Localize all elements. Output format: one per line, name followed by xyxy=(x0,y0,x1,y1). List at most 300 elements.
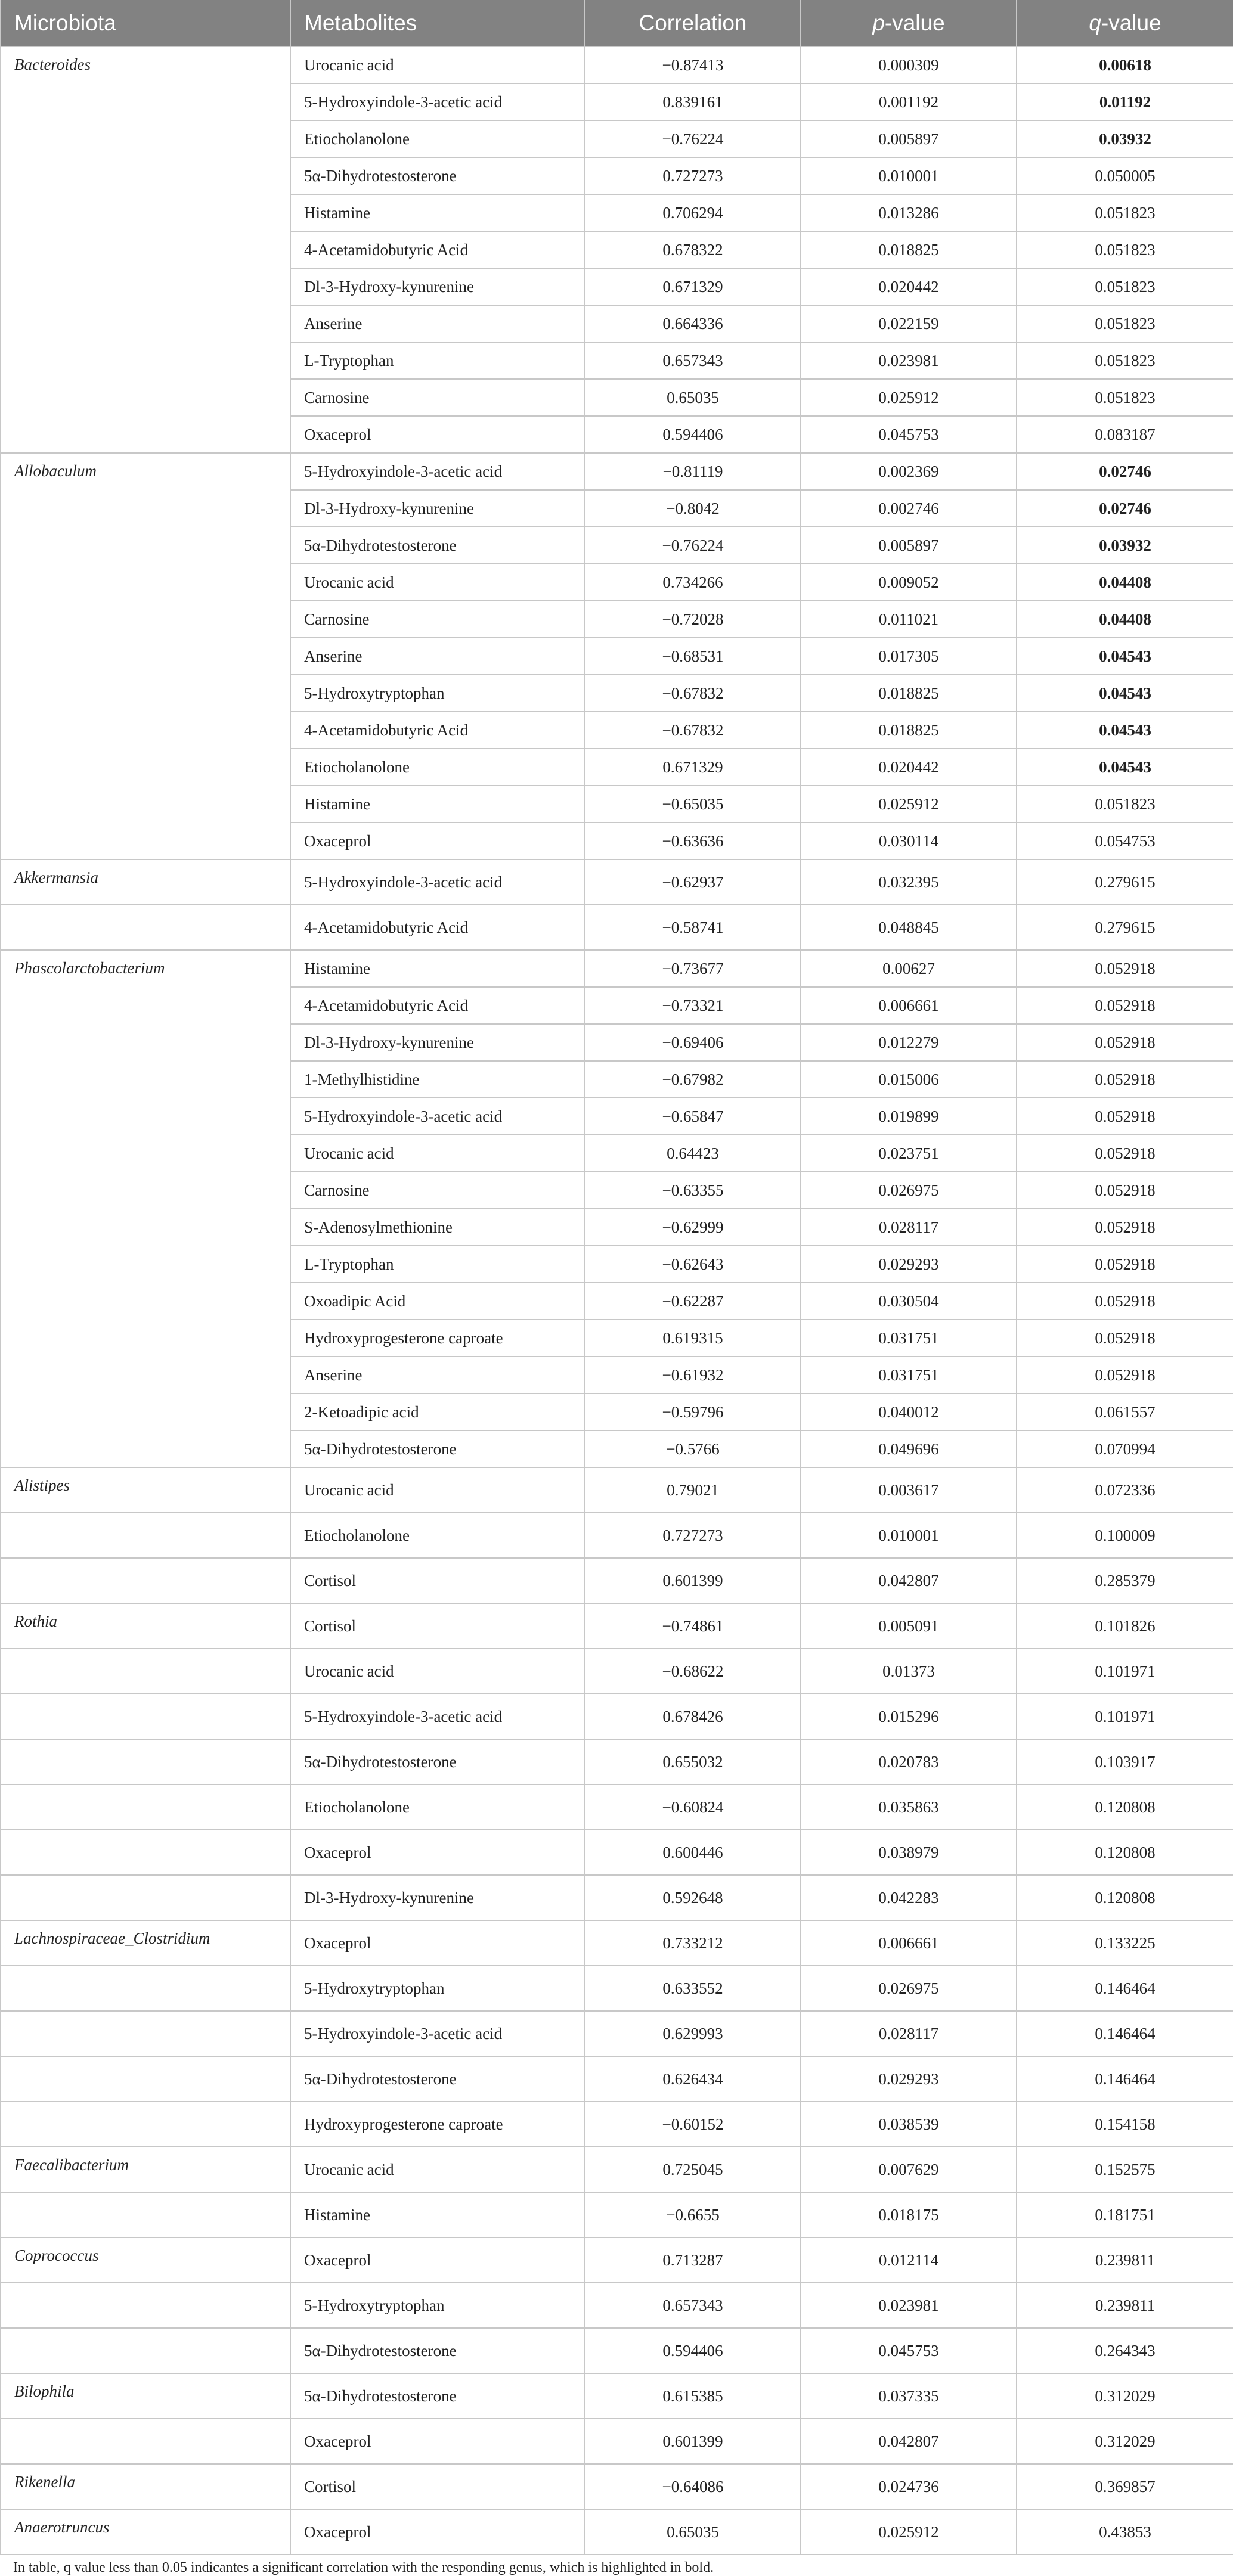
metabolite-cell: Oxaceprol xyxy=(290,1830,585,1875)
q-value-cell: 0.101826 xyxy=(1017,1603,1233,1649)
metabolite-cell: Etiocholanolone xyxy=(290,120,585,157)
microbiota-cell xyxy=(1,1830,290,1875)
table-row xyxy=(1,2328,1233,2373)
metabolite-cell: 5α-Dihydrotestosterone xyxy=(290,2328,585,2373)
q-value-cell: 0.051823 xyxy=(1017,231,1233,268)
q-value-cell: 0.052918 xyxy=(1017,1209,1233,1246)
microbiota-cell xyxy=(1,2328,290,2373)
q-value-cell: 0.072336 xyxy=(1017,1467,1233,1513)
q-value-cell: 0.103917 xyxy=(1017,1739,1233,1784)
metabolite-cell: Oxaceprol xyxy=(290,2509,585,2555)
correlation-cell: 0.79021 xyxy=(585,1467,801,1513)
p-value-cell: 0.012279 xyxy=(801,1024,1017,1061)
table-row xyxy=(1,2056,1233,2102)
correlation-cell: −0.65847 xyxy=(585,1098,801,1135)
q-value-cell: 0.054753 xyxy=(1017,823,1233,859)
q-value-cell: 0.154158 xyxy=(1017,2102,1233,2147)
correlation-cell: −0.81119 xyxy=(585,453,801,490)
q-value-cell: 0.052918 xyxy=(1017,1024,1233,1061)
correlation-cell: 0.727273 xyxy=(585,157,801,194)
metabolite-cell: 2-Ketoadipic acid xyxy=(290,1393,585,1430)
correlation-cell: 0.671329 xyxy=(585,268,801,305)
microbiota-cell xyxy=(1,1513,290,1558)
q-value-cell: 0.02746 xyxy=(1017,453,1233,490)
p-value-cell: 0.002746 xyxy=(801,490,1017,527)
correlation-cell: −0.59796 xyxy=(585,1393,801,1430)
p-value-cell: 0.011021 xyxy=(801,601,1017,638)
correlation-cell: 0.594406 xyxy=(585,2328,801,2373)
microbiota-cell xyxy=(1,1784,290,1830)
correlation-cell: −0.62643 xyxy=(585,1246,801,1283)
correlation-cell: −0.64086 xyxy=(585,2464,801,2509)
table-row xyxy=(1,1875,1233,1920)
microbiota-cell: Rikenella xyxy=(1,2464,290,2509)
metabolite-cell: Oxaceprol xyxy=(290,1920,585,1966)
p-value-cell: 0.042283 xyxy=(801,1875,1017,1920)
q-value-cell: 0.051823 xyxy=(1017,342,1233,379)
microbiota-cell: Rothia xyxy=(1,1603,290,1649)
metabolite-cell: 4-Acetamidobutyric Acid xyxy=(290,905,585,950)
q-value-cell: 0.369857 xyxy=(1017,2464,1233,2509)
header-q-suffix: -value xyxy=(1101,10,1161,35)
metabolite-cell: Dl-3-Hydroxy-kynurenine xyxy=(290,1875,585,1920)
p-value-cell: 0.00627 xyxy=(801,950,1017,987)
table-row xyxy=(1,1830,1233,1875)
correlation-cell: 0.657343 xyxy=(585,2283,801,2328)
p-value-cell: 0.048845 xyxy=(801,905,1017,950)
q-value-cell: 0.01192 xyxy=(1017,83,1233,120)
p-value-cell: 0.030504 xyxy=(801,1283,1017,1320)
q-value-cell: 0.146464 xyxy=(1017,2056,1233,2102)
q-value-cell: 0.101971 xyxy=(1017,1649,1233,1694)
p-value-cell: 0.019899 xyxy=(801,1098,1017,1135)
p-value-cell: 0.005897 xyxy=(801,527,1017,564)
metabolite-cell: Oxoadipic Acid xyxy=(290,1283,585,1320)
correlation-cell: 0.725045 xyxy=(585,2147,801,2192)
table-row xyxy=(1,1694,1233,1739)
microbiota-cell xyxy=(1,2011,290,2056)
p-value-cell: 0.002369 xyxy=(801,453,1017,490)
q-value-cell: 0.101971 xyxy=(1017,1694,1233,1739)
p-value-cell: 0.031751 xyxy=(801,1320,1017,1357)
correlation-cell: −0.8042 xyxy=(585,490,801,527)
correlation-cell: −0.62937 xyxy=(585,859,801,905)
table-row xyxy=(1,2102,1233,2147)
table-row xyxy=(1,1558,1233,1603)
microbiota-cell: Coprococcus xyxy=(1,2237,290,2283)
metabolite-cell: L-Tryptophan xyxy=(290,342,585,379)
microbiota-cell xyxy=(1,2056,290,2102)
metabolite-cell: Hydroxyprogesterone caproate xyxy=(290,2102,585,2147)
metabolite-cell: 5α-Dihydrotestosterone xyxy=(290,527,585,564)
p-value-cell: 0.010001 xyxy=(801,1513,1017,1558)
q-value-cell: 0.04543 xyxy=(1017,749,1233,786)
correlation-cell: −0.67832 xyxy=(585,675,801,712)
metabolite-cell: 5α-Dihydrotestosterone xyxy=(290,157,585,194)
metabolite-cell: 5-Hydroxyindole-3-acetic acid xyxy=(290,2011,585,2056)
correlation-cell: −0.58741 xyxy=(585,905,801,950)
p-value-cell: 0.01373 xyxy=(801,1649,1017,1694)
microbiota-cell: Allobaculum xyxy=(1,453,290,859)
p-value-cell: 0.010001 xyxy=(801,157,1017,194)
correlation-cell: 0.655032 xyxy=(585,1739,801,1784)
p-value-cell: 0.020442 xyxy=(801,749,1017,786)
microbiota-cell: Bacteroides xyxy=(1,46,290,453)
correlation-cell: 0.601399 xyxy=(585,2419,801,2464)
q-value-cell: 0.43853 xyxy=(1017,2509,1233,2555)
correlation-cell: −0.76224 xyxy=(585,527,801,564)
metabolite-cell: Urocanic acid xyxy=(290,1649,585,1694)
metabolite-cell: 5α-Dihydrotestosterone xyxy=(290,2373,585,2419)
metabolite-cell: Histamine xyxy=(290,2192,585,2237)
p-value-cell: 0.018825 xyxy=(801,712,1017,749)
q-value-cell: 0.04408 xyxy=(1017,564,1233,601)
q-value-cell: 0.120808 xyxy=(1017,1875,1233,1920)
table-header xyxy=(1,0,1233,46)
q-value-cell: 0.279615 xyxy=(1017,859,1233,905)
metabolite-cell: 4-Acetamidobutyric Acid xyxy=(290,231,585,268)
q-value-cell: 0.02746 xyxy=(1017,490,1233,527)
metabolite-cell: Cortisol xyxy=(290,2464,585,2509)
correlation-cell: −0.60152 xyxy=(585,2102,801,2147)
correlation-cell: −0.62287 xyxy=(585,1283,801,1320)
correlation-cell: −0.76224 xyxy=(585,120,801,157)
q-value-cell: 0.052918 xyxy=(1017,1135,1233,1172)
q-value-cell: 0.061557 xyxy=(1017,1393,1233,1430)
microbiota-cell: Phascolarctobacterium xyxy=(1,950,290,1467)
q-value-cell: 0.146464 xyxy=(1017,2011,1233,2056)
metabolite-cell: L-Tryptophan xyxy=(290,1246,585,1283)
q-value-cell: 0.051823 xyxy=(1017,194,1233,231)
table-row xyxy=(1,1513,1233,1558)
table-row xyxy=(1,2509,1233,2555)
q-value-cell: 0.052918 xyxy=(1017,950,1233,987)
correlation-cell: −0.65035 xyxy=(585,786,801,823)
table-row xyxy=(1,1739,1233,1784)
p-value-cell: 0.020783 xyxy=(801,1739,1017,1784)
metabolite-cell: Carnosine xyxy=(290,601,585,638)
q-value-cell: 0.051823 xyxy=(1017,786,1233,823)
p-value-cell: 0.042807 xyxy=(801,2419,1017,2464)
correlation-cell: 0.678322 xyxy=(585,231,801,268)
correlation-cell: 0.671329 xyxy=(585,749,801,786)
correlation-cell: 0.734266 xyxy=(585,564,801,601)
metabolite-cell: Histamine xyxy=(290,950,585,987)
q-value-cell: 0.052918 xyxy=(1017,1320,1233,1357)
microbiota-cell xyxy=(1,1694,290,1739)
table-row xyxy=(1,1966,1233,2011)
correlation-cell: −0.60824 xyxy=(585,1784,801,1830)
q-value-cell: 0.04543 xyxy=(1017,638,1233,675)
table-row xyxy=(1,859,1233,905)
metabolite-cell: Urocanic acid xyxy=(290,2147,585,2192)
correlation-cell: 0.713287 xyxy=(585,2237,801,2283)
metabolite-cell: 5α-Dihydrotestosterone xyxy=(290,1739,585,1784)
p-value-cell: 0.025912 xyxy=(801,2509,1017,2555)
p-value-cell: 0.026975 xyxy=(801,1966,1017,2011)
metabolite-cell: Oxaceprol xyxy=(290,2419,585,2464)
microbiota-cell xyxy=(1,905,290,950)
p-value-cell: 0.006661 xyxy=(801,1920,1017,1966)
correlation-cell: −0.61932 xyxy=(585,1357,801,1393)
table-row xyxy=(1,453,1233,490)
table-row xyxy=(1,2283,1233,2328)
metabolite-cell: Oxaceprol xyxy=(290,823,585,859)
q-value-cell: 0.052918 xyxy=(1017,1357,1233,1393)
correlation-cell: 0.65035 xyxy=(585,379,801,416)
metabolite-cell: 5-Hydroxyindole-3-acetic acid xyxy=(290,859,585,905)
p-value-cell: 0.017305 xyxy=(801,638,1017,675)
metabolite-cell: Cortisol xyxy=(290,1603,585,1649)
metabolite-cell: Etiocholanolone xyxy=(290,749,585,786)
p-value-cell: 0.018825 xyxy=(801,675,1017,712)
correlation-cell: 0.633552 xyxy=(585,1966,801,2011)
p-value-cell: 0.023981 xyxy=(801,2283,1017,2328)
metabolite-cell: S-Adenosylmethionine xyxy=(290,1209,585,1246)
table-row xyxy=(1,2419,1233,2464)
q-value-cell: 0.181751 xyxy=(1017,2192,1233,2237)
table-row xyxy=(1,905,1233,950)
microbiota-cell xyxy=(1,1649,290,1694)
p-value-cell: 0.029293 xyxy=(801,1246,1017,1283)
metabolite-cell: 4-Acetamidobutyric Acid xyxy=(290,712,585,749)
metabolite-cell: 5-Hydroxytryptophan xyxy=(290,2283,585,2328)
correlation-cell: −0.5766 xyxy=(585,1430,801,1467)
header-microbiota: Microbiota xyxy=(1,0,290,46)
p-value-cell: 0.020442 xyxy=(801,268,1017,305)
header-p-value xyxy=(801,0,1017,46)
correlation-cell: 0.733212 xyxy=(585,1920,801,1966)
p-value-cell: 0.013286 xyxy=(801,194,1017,231)
header-row xyxy=(1,0,1233,46)
correlation-cell: 0.592648 xyxy=(585,1875,801,1920)
p-value-cell: 0.042807 xyxy=(801,1558,1017,1603)
q-value-cell: 0.264343 xyxy=(1017,2328,1233,2373)
q-value-cell: 0.120808 xyxy=(1017,1830,1233,1875)
microbiota-cell: Akkermansia xyxy=(1,859,290,905)
microbiota-cell xyxy=(1,1558,290,1603)
p-value-cell: 0.049696 xyxy=(801,1430,1017,1467)
metabolite-cell: 5α-Dihydrotestosterone xyxy=(290,2056,585,2102)
correlation-cell: 0.594406 xyxy=(585,416,801,453)
q-value-cell: 0.052918 xyxy=(1017,1172,1233,1209)
correlation-cell: −0.62999 xyxy=(585,1209,801,1246)
p-value-cell: 0.031751 xyxy=(801,1357,1017,1393)
header-q-letter: q xyxy=(1089,10,1101,35)
q-value-cell: 0.120808 xyxy=(1017,1784,1233,1830)
q-value-cell: 0.052918 xyxy=(1017,987,1233,1024)
table-row xyxy=(1,1603,1233,1649)
q-value-cell: 0.070994 xyxy=(1017,1430,1233,1467)
p-value-cell: 0.037335 xyxy=(801,2373,1017,2419)
table-row xyxy=(1,2011,1233,2056)
correlation-cell: −0.87413 xyxy=(585,46,801,83)
correlation-cell: 0.629993 xyxy=(585,2011,801,2056)
microbiota-cell xyxy=(1,2192,290,2237)
q-value-cell: 0.051823 xyxy=(1017,268,1233,305)
p-value-cell: 0.015296 xyxy=(801,1694,1017,1739)
q-value-cell: 0.03932 xyxy=(1017,120,1233,157)
correlation-cell: 0.664336 xyxy=(585,305,801,342)
metabolite-cell: Carnosine xyxy=(290,379,585,416)
metabolite-cell: Anserine xyxy=(290,638,585,675)
correlation-cell: −0.68622 xyxy=(585,1649,801,1694)
metabolite-cell: Carnosine xyxy=(290,1172,585,1209)
header-p-suffix: -value xyxy=(884,10,945,35)
microbiota-cell: Lachnospiraceae_Clostridium xyxy=(1,1920,290,1966)
p-value-cell: 0.024736 xyxy=(801,2464,1017,2509)
p-value-cell: 0.005897 xyxy=(801,120,1017,157)
table-row xyxy=(1,46,1233,83)
microbiota-cell xyxy=(1,2102,290,2147)
microbiota-cell xyxy=(1,2283,290,2328)
p-value-cell: 0.012114 xyxy=(801,2237,1017,2283)
metabolite-cell: Cortisol xyxy=(290,1558,585,1603)
correlation-cell: −0.67832 xyxy=(585,712,801,749)
correlation-cell: −0.74861 xyxy=(585,1603,801,1649)
metabolite-cell: 5-Hydroxytryptophan xyxy=(290,1966,585,2011)
table-row xyxy=(1,2464,1233,2509)
metabolite-cell: Dl-3-Hydroxy-kynurenine xyxy=(290,490,585,527)
metabolite-cell: Dl-3-Hydroxy-kynurenine xyxy=(290,268,585,305)
correlation-cell: −0.63355 xyxy=(585,1172,801,1209)
correlation-cell: 0.706294 xyxy=(585,194,801,231)
p-value-cell: 0.009052 xyxy=(801,564,1017,601)
p-value-cell: 0.026975 xyxy=(801,1172,1017,1209)
correlation-cell: −0.67982 xyxy=(585,1061,801,1098)
metabolite-cell: 4-Acetamidobutyric Acid xyxy=(290,987,585,1024)
metabolite-cell: Oxaceprol xyxy=(290,416,585,453)
q-value-cell: 0.239811 xyxy=(1017,2237,1233,2283)
microbiota-cell xyxy=(1,1875,290,1920)
table-row xyxy=(1,2237,1233,2283)
table-row xyxy=(1,2147,1233,2192)
correlation-cell: 0.678426 xyxy=(585,1694,801,1739)
correlation-cell: −0.69406 xyxy=(585,1024,801,1061)
q-value-cell: 0.04408 xyxy=(1017,601,1233,638)
metabolite-cell: Histamine xyxy=(290,786,585,823)
microbiota-cell: Faecalibacterium xyxy=(1,2147,290,2192)
p-value-cell: 0.003617 xyxy=(801,1467,1017,1513)
table-row xyxy=(1,2192,1233,2237)
correlation-cell: −0.68531 xyxy=(585,638,801,675)
q-value-cell: 0.051823 xyxy=(1017,305,1233,342)
metabolite-cell: Anserine xyxy=(290,1357,585,1393)
q-value-cell: 0.239811 xyxy=(1017,2283,1233,2328)
p-value-cell: 0.007629 xyxy=(801,2147,1017,2192)
metabolite-cell: Histamine xyxy=(290,194,585,231)
p-value-cell: 0.000309 xyxy=(801,46,1017,83)
metabolite-cell: Anserine xyxy=(290,305,585,342)
metabolite-cell: Urocanic acid xyxy=(290,46,585,83)
table-row xyxy=(1,950,1233,987)
p-value-cell: 0.038539 xyxy=(801,2102,1017,2147)
microbiota-cell xyxy=(1,1966,290,2011)
p-value-cell: 0.015006 xyxy=(801,1061,1017,1098)
p-value-cell: 0.029293 xyxy=(801,2056,1017,2102)
q-value-cell: 0.312029 xyxy=(1017,2373,1233,2419)
correlation-cell: 0.727273 xyxy=(585,1513,801,1558)
metabolite-cell: 1-Methylhistidine xyxy=(290,1061,585,1098)
q-value-cell: 0.04543 xyxy=(1017,712,1233,749)
p-value-cell: 0.018825 xyxy=(801,231,1017,268)
q-value-cell: 0.04543 xyxy=(1017,675,1233,712)
microbiota-cell xyxy=(1,1739,290,1784)
correlation-cell: −0.73321 xyxy=(585,987,801,1024)
p-value-cell: 0.045753 xyxy=(801,416,1017,453)
p-value-cell: 0.038979 xyxy=(801,1830,1017,1875)
q-value-cell: 0.052918 xyxy=(1017,1246,1233,1283)
q-value-cell: 0.083187 xyxy=(1017,416,1233,453)
microbiota-cell: Anaerotruncus xyxy=(1,2509,290,2555)
correlation-cell: 0.615385 xyxy=(585,2373,801,2419)
correlation-cell: 0.601399 xyxy=(585,1558,801,1603)
header-p-letter: p xyxy=(872,10,885,35)
correlation-cell: 0.600446 xyxy=(585,1830,801,1875)
metabolite-cell: Urocanic acid xyxy=(290,1135,585,1172)
q-value-cell: 0.052918 xyxy=(1017,1283,1233,1320)
q-value-cell: 0.146464 xyxy=(1017,1966,1233,2011)
metabolite-cell: Dl-3-Hydroxy-kynurenine xyxy=(290,1024,585,1061)
metabolite-cell: 5α-Dihydrotestosterone xyxy=(290,1430,585,1467)
table-row xyxy=(1,1784,1233,1830)
metabolite-cell: 5-Hydroxyindole-3-acetic acid xyxy=(290,1098,585,1135)
p-value-cell: 0.032395 xyxy=(801,859,1017,905)
correlation-cell: −0.63636 xyxy=(585,823,801,859)
q-value-cell: 0.051823 xyxy=(1017,379,1233,416)
p-value-cell: 0.005091 xyxy=(801,1603,1017,1649)
metabolite-cell: 5-Hydroxyindole-3-acetic acid xyxy=(290,83,585,120)
header-correlation: Correlation xyxy=(585,0,801,46)
microbiota-cell: Alistipes xyxy=(1,1467,290,1513)
microbiota-cell xyxy=(1,2419,290,2464)
metabolite-cell: Etiocholanolone xyxy=(290,1513,585,1558)
p-value-cell: 0.001192 xyxy=(801,83,1017,120)
table-row xyxy=(1,2373,1233,2419)
p-value-cell: 0.023751 xyxy=(801,1135,1017,1172)
q-value-cell: 0.052918 xyxy=(1017,1061,1233,1098)
correlation-cell: 0.64423 xyxy=(585,1135,801,1172)
table-footnote: In table, q value less than 0.05 indicantes a significant correlation with the responding genus, which is highlighted in bold. xyxy=(13,2560,714,2575)
p-value-cell: 0.028117 xyxy=(801,1209,1017,1246)
metabolite-cell: Etiocholanolone xyxy=(290,1784,585,1830)
p-value-cell: 0.030114 xyxy=(801,823,1017,859)
header-metabolites: Metabolites xyxy=(290,0,585,46)
p-value-cell: 0.025912 xyxy=(801,379,1017,416)
q-value-cell: 0.100009 xyxy=(1017,1513,1233,1558)
p-value-cell: 0.023981 xyxy=(801,342,1017,379)
metabolite-cell: Oxaceprol xyxy=(290,2237,585,2283)
metabolite-cell: 5-Hydroxyindole-3-acetic acid xyxy=(290,453,585,490)
header-q-value xyxy=(1017,0,1233,46)
q-value-cell: 0.050005 xyxy=(1017,157,1233,194)
p-value-cell: 0.035863 xyxy=(801,1784,1017,1830)
microbiota-cell: Bilophila xyxy=(1,2373,290,2419)
q-value-cell: 0.285379 xyxy=(1017,1558,1233,1603)
correlation-cell: 0.657343 xyxy=(585,342,801,379)
metabolite-cell: Urocanic acid xyxy=(290,564,585,601)
correlation-cell: −0.6655 xyxy=(585,2192,801,2237)
correlation-cell: 0.65035 xyxy=(585,2509,801,2555)
correlation-cell: −0.72028 xyxy=(585,601,801,638)
metabolite-cell: Urocanic acid xyxy=(290,1467,585,1513)
q-value-cell: 0.03932 xyxy=(1017,527,1233,564)
table-row xyxy=(1,1649,1233,1694)
metabolite-cell: 5-Hydroxyindole-3-acetic acid xyxy=(290,1694,585,1739)
q-value-cell: 0.133225 xyxy=(1017,1920,1233,1966)
p-value-cell: 0.025912 xyxy=(801,786,1017,823)
p-value-cell: 0.028117 xyxy=(801,2011,1017,2056)
